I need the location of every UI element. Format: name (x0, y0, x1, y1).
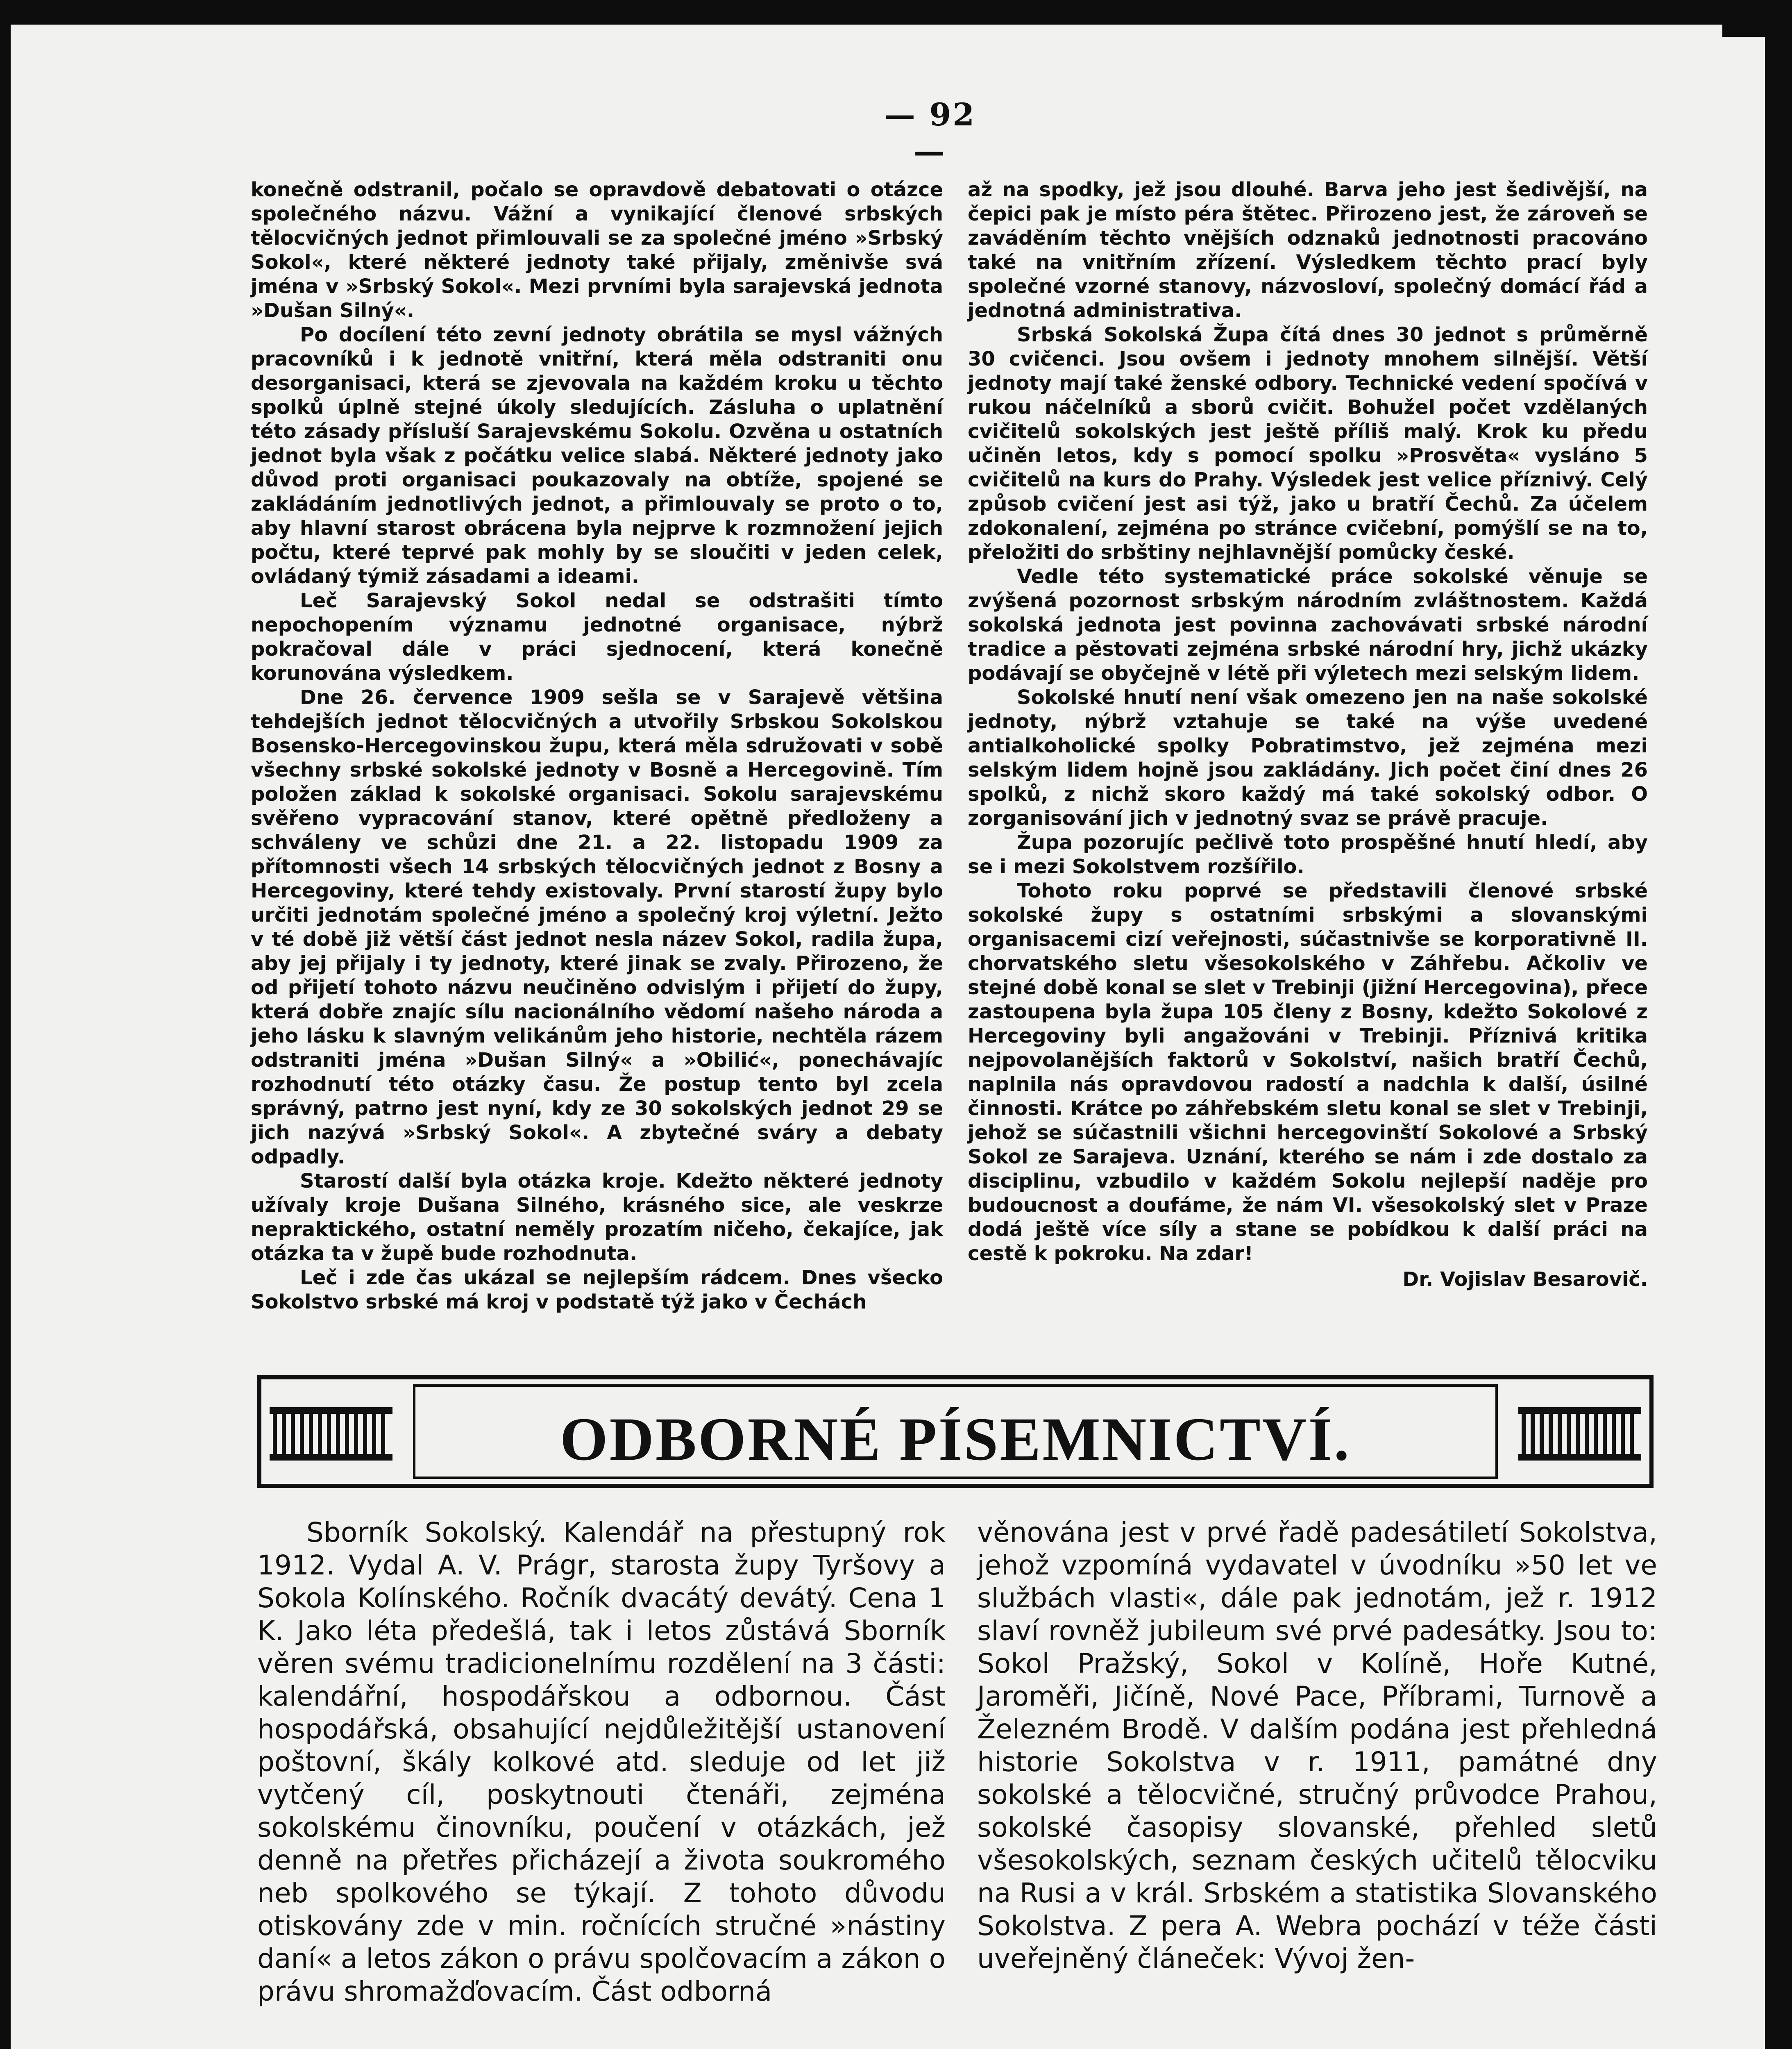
review-column-left (257, 1516, 946, 2008)
article-column-right (968, 178, 1648, 1292)
paragraph: Župa pozorujíc pečlivě toto prospěšné hnutí hledí, aby se i mezi Sokolstvem rozšířilo. (968, 831, 1648, 878)
scan-border-corner (1722, 0, 1792, 37)
balustrade-ornament-left (270, 1403, 392, 1465)
article-column-left (251, 178, 943, 1314)
paragraph: Sokolské hnutí není však omezeno jen na naše sokolské jednoty, nýbrž vztahuje se také na výše uvedené antialkoholické spolky Pobratimstvo, jež zejména mezi selským lidem hojně jsou zakládány. Jich počet činí dnes 26 spolků, z nichž skoro každý má také sokolský odbor. O zorganisování jich v jednotný svaz se právě pracuje. (968, 686, 1648, 830)
review-column-right (977, 1516, 1657, 1975)
paragraph: Vedle této systematické práce sokolské věnuje se zvýšená pozornost srbským národním zvláštnostem. Každá sokolská jednota jest povinna zachovávati srbské národní tradice a pěstovati zejména srbské národní hry, jichž ukázky podávají se obyčejně v létě při výletech mezi selským lidem. (968, 565, 1648, 685)
paragraph: Leč i zde čas ukázal se nejlepším rádcem. Dnes všecko Sokolstvo srbské má kroj v podstatě týž jako v Čechách (251, 1266, 943, 1313)
paragraph: věnována jest v prvé řadě padesátiletí Sokolstva, jehož vzpomíná vydavatel v úvodníku »50 let ve službách vlasti«, dále pak jednotám, jež r. 1912 slaví rovněž jubileum své prvé padesátky. Jsou to: Sokol Pražský, Sokol v Kolíně, Hoře Kutné, Jaroměři, Jičíně, Nové Pace, Příbrami, Turnově a Železném Brodě. V dalším podána jest přehledná historie Sokolstva v r. 1911, památné dny sokolské a tělocvičné, stručný průvodce Prahou, sokolské časopisy slovanské, přehled sletů všesokolských, seznam českých učitelů tělocviku na Rusi a v král. Srbském a statistika Slovanského Sokolstva. Z pera A. Webra pochází v téže části uveřejněný článeček: Vývoj žen- (977, 1517, 1657, 1974)
paragraph: Po docílení této zevní jednoty obrátila se mysl vážných pracovníků i k jednotě vnitřní, která měla odstraniti onu desorganisaci, která se zjevovala na každém kroku u těchto spolků úplně stejné úkoly sledujících. Zásluha o uplatnění této zásady přísluší Sarajevskému Sokolu. Ozvěna u ostatních jednot byla však z počátku velice slabá. Některé jednoty jako důvod proti organisaci poukazovaly na obtíže, spojené se zakládáním jednotlivých jednot, a přimlouvaly se proto o to, aby hlavní starost obrácena byla nejprve k rozmnožení jejich počtu, které teprvé pak mohly by se sloučiti v jeden celek, ovládaný týmiž zásadami a ideami. (251, 323, 943, 588)
page-number: — 92 — (884, 96, 976, 169)
paragraph: Srbská Sokolská Župa čítá dnes 30 jednot s průměrně 30 cvičenci. Jsou ovšem i jednoty mnohem silnější. Větší jednoty mají také ženské odbory. Technické vedení spočívá v rukou náčelníků a sborů cvičit. Bohužel počet vzdělaných cvičitelů sokolských jest ještě příliš malý. Krok ku předu učiněn letos, kdy s pomocí spolku »Prosvěta« vysláno 5 cvičitelů na kurs do Prahy. Výsledek jest velice příznivý. Celý způsob cvičení jest asi týž, jako u bratří Čechů. Za účelem zdokonalení, zejména po stránce cvičební, pomýšlí se na to, přeložiti do srbštiny nejhlavnější pomůcky české. (968, 323, 1648, 564)
paragraph: Leč Sarajevský Sokol nedal se odstrašiti tímto nepochopením významu jednotné organisace, nýbrž pokračoval dále v práci sjednocení, která konečně korunována výsledkem. (251, 589, 943, 685)
scan-border-left (0, 0, 11, 2049)
banner-inner-frame (413, 1384, 1498, 1479)
paragraph: Dne 26. července 1909 sešla se v Sarajevě většina tehdejších jednot tělocvičných a utvořily Srbskou Sokolskou Bosensko-Hercegovinskou župu, která měla sdružovati v sobě všechny srbské sokolské jednoty v Bosně a Hercegovině. Tím položen základ k sokolské organisaci. Sokolu sarajevskému svěřeno vypracování stanov, které opětně předloženy a schváleny ve schůzi dne 21. a 22. listopadu 1909 za přítomnosti všech 14 srbských tělocvičných jednot z Bosny a Hercegoviny, které tehdy existovaly. První starostí župy bylo určiti jednotám společné jméno a společný kroj výletní. Ježto v té době již větší část jednot nesla název Sokol, radila župa, aby jej přijaly i ty jednoty, které jinak se zvaly. Přirozeno, že od přijetí tohoto názvu neučiněno odvislým i přijetí do župy, která dobře znajíc sílu nacionálního vědomí našeho národa a jeho lásku k slavným velikánům jeho historie, nechtěla rázem odstraniti jména »Dušan Silný« a »Obilić«, ponechávajíc rozhodnutí této otázky času. Že postup tento byl zcela správný, patrno jest nyní, kdy ze 30 sokolských jednot 29 se jich nazývá »Srbský Sokol«. A zbytečné sváry a debaty odpadly. (251, 686, 943, 1168)
scan-border-top (0, 0, 1792, 25)
section-title: ODBORNÉ PÍSEMNICTVÍ. (560, 1405, 1351, 1473)
paragraph: Tohoto roku poprvé se představili členové srbské sokolské župy s ostatními srbskými a slovanskými organisacemi cizí veřejnosti, súčastnivše se korporativně II. chorvatského sletu všesokolského v Záhřebu. Ačkoliv ve stejné době konal se slet v Trebinji (jižní Hercegovina), přece zastoupena byla župa 105 členy z Bosny, kdežto Sokolové z Hercegoviny byli angažováni v Trebinji. Příznivá kritika nejpovolanějších faktorů v Sokolství, našich bratří Čechů, naplnila nás opravdovou radostí a nadchla k další, úsilné činnosti. Krátce po záhřebském sletu konal se slet v Trebinji, jehož se súčastnili všichni hercegovinští Sokolové a Srbský Sokol ze Sarajeva. Uznání, kterého se nám i zde dostalo za disciplinu, vzbudilo v každém Sokolu nejlepší naděje pro budoucnost a doufáme, že nám VI. všesokolský slet v Praze dodá ještě více síly a stane se pobídkou k další práci na cestě k pokroku. Na zdar! (968, 879, 1648, 1265)
scan-border-right (1765, 0, 1792, 2049)
paragraph: konečně odstranil, počalo se opravdově debatovati o otázce společného názvu. Vážní a vynikající členové srbských tělocvičných jednot přimlouvali se za společné jméno »Srbský Sokol«, které některé jednoty také přijaly, změnivše svá jména v »Srbský Sokol«. Mezi prvními byla sarajevská jednota »Dušan Silný«. (251, 178, 943, 322)
paragraph: až na spodky, jež jsou dlouhé. Barva jeho jest šedivější, na čepici pak je místo péra štětec. Přirozeno jest, že zároveň se zaváděním těchto vnějších odznaků jednotnosti pracováno také na vnitřním zřízení. Výsledkem těchto prací byly společné vzorné stanovy, názvosloví, společný domácí řád a jednotná administrativa. (968, 178, 1648, 322)
paragraph: Starostí další byla otázka kroje. Kdežto některé jednoty užívaly kroje Dušana Silného, krásného sice, ale veskrze nepraktického, ostatní neměly prozatím ničeho, čekajíce, jak otázka ta v župě bude rozhodnuta. (251, 1170, 943, 1265)
balustrade-ornament-right (1518, 1403, 1641, 1465)
section-banner (257, 1375, 1654, 1488)
author-signature: Dr. Vojislav Besarovič. (1402, 1268, 1648, 1291)
paragraph: Sborník Sokolský. Kalendář na přestupný rok 1912. Vydal A. V. Prágr, starosta župy Tyršovy a Sokola Kolínského. Ročník dvacátý devátý. Cena 1 K. Jako léta předešlá, tak i letos zůstává Sborník věren svému tradicionelnímu rozdělení na 3 části: kalendářní, hospodářskou a odbornou. Část hospodářská, obsahující nejdůležitější ustanovení poštovní, škály kolkové atd. sleduje od let již vytčený cíl, poskytnouti čtenáři, zejména sokolskému činovníku, poučení v otázkách, jež denně na přetřes přicházejí a života soukromého neb spolkového se týkají. Z tohoto důvodu otiskovány zde v min. ročnících stručné »nástiny daní« a letos zákon o právu spolčovacím a zákon o právu shromažďovacím. Část odborná (257, 1517, 946, 2007)
